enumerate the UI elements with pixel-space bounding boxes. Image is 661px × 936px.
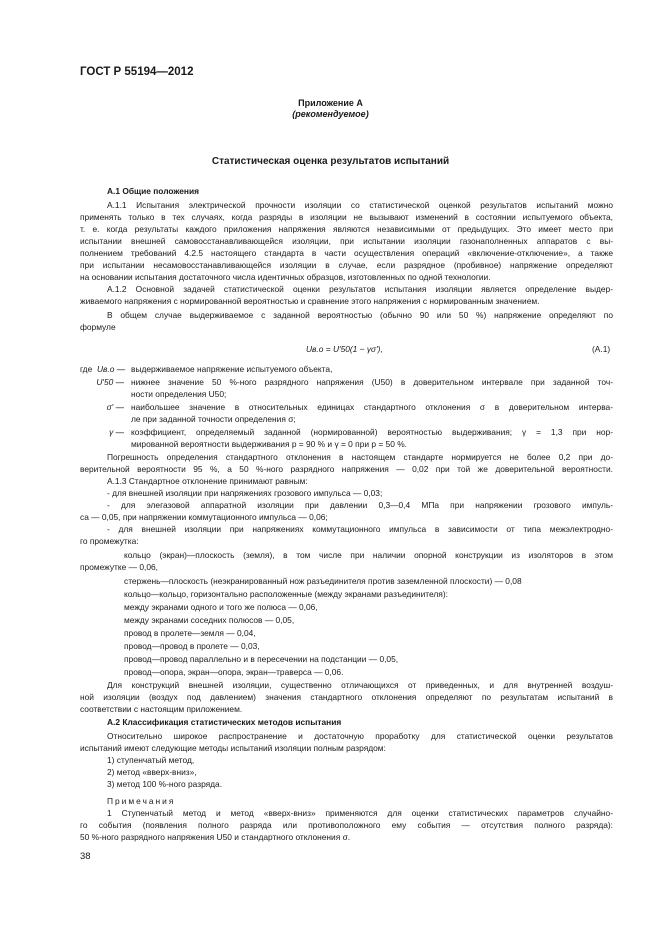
- section-a2-heading: А.2 Классификация статистических методов испытания: [107, 717, 342, 727]
- gap-item: кольцо—кольцо, горизонтально расположенные (между экранами разъединителя):: [124, 589, 448, 599]
- a2-intro-line: Относительно широкое распространение и достаточную проработку для статистической оценки результатов: [107, 731, 613, 741]
- gap-item: кольцо (экран)—плоскость (земля), в том числе при наличии опорной конструкции из изоляторов в этом: [124, 550, 613, 560]
- definition-text: мированной вероятности выдерживания p = 90 % и γ = 0 при p = 50 %.: [131, 439, 407, 449]
- symbol-label: γ —: [109, 427, 124, 437]
- method-item: 3) метод 100 %-ного разряда.: [107, 779, 223, 789]
- symbol-label: σ′ —: [106, 402, 124, 412]
- gap-item: между экранами одного и того же полюса — 0,06,: [124, 602, 318, 612]
- note-line: 50 %-ного разрядного напряжения U50 и стандартного отклонения σ.: [80, 832, 351, 842]
- gap-item: стержень—плоскость (неэкранированный нож разъединителя против заземленной плоскости) — 0,08: [124, 576, 522, 586]
- section-a1-heading: А.1 Общие положения: [107, 186, 200, 196]
- a13-item: - для внешней изоляции при напряжениях грозового импульса — 0,03;: [107, 488, 383, 498]
- a13-item: - для элегазовой аппаратной изоляции при давлении 0,3—0,4 МПа при напряжении грозового импуль-: [107, 500, 613, 510]
- symbol-label: Uв.о —: [97, 364, 126, 374]
- a2-intro-line: испытаний имеют следующие методы испытаний изоляции полным разрядом:: [80, 743, 386, 753]
- gap-item: промежутке — 0,06,: [80, 562, 158, 572]
- gap-item: провод—провод в пролете — 0,03,: [124, 641, 260, 651]
- symbol-label: U′50 —: [96, 377, 124, 387]
- method-item: 2) метод «вверх-вниз»,: [107, 767, 197, 777]
- annex-status: (рекомендуемое): [292, 109, 369, 119]
- a11-line: применять только в тех случаях, когда разряды в изоляции не вызывают изменений в состоянии испытуемого объекта,: [80, 212, 613, 222]
- note-line: 1 Ступенчатый метод и метод «вверх-вниз» применяются для оценки статистических параметров случайно-: [107, 808, 613, 818]
- a11-line: полнением требований 4.2.5 настоящего стандарта в части осуществления операций «включение-отключение», а также: [80, 248, 613, 258]
- a11-line: на основании испытания достаточного числа идентичных образцов, изготовленных по одной технологии.: [80, 272, 491, 282]
- definition-text: ле при заданной точности определения σ;: [131, 414, 296, 424]
- definition-text: выдерживаемое напряжение испытуемого объекта,: [131, 364, 333, 374]
- a13-item: - для внешней изоляции при напряжениях коммутационного импульса в зависимости от типа межэлектродно-: [107, 524, 613, 534]
- a12-line: А.1.2 Основной задачей статистической оценки результатов испытания изоляции является определение выдер-: [107, 284, 613, 294]
- definition-text: ности определения U50;: [131, 389, 227, 399]
- a13-item: го промежутка:: [80, 536, 139, 546]
- a11-line: при испытании несамовосстанавливающейся изоляции в случае, если разрядное (пробивное) напряжение определяют: [80, 260, 613, 270]
- a13-item: са — 0,05, при напряжении коммутационного импульса — 0,06;: [80, 512, 328, 522]
- a13-intro: А.1.3 Стандартное отклонение принимают равным:: [107, 476, 308, 486]
- formula-number: (А.1): [592, 344, 611, 354]
- accuracy-line: верительной вероятности 95 %, а 50 %-ного разрядного напряжения — 0,02 при той же доверительной вероятности.: [80, 464, 613, 474]
- closing-line: ной изоляции (воздух под давлением) значения стандартного отклонения определяют по результатам испытаний в: [80, 692, 613, 702]
- gap-item: провод в пролете—земля — 0,04,: [124, 628, 256, 638]
- method-item: 1) ступенчатый метод,: [107, 755, 195, 765]
- a12-line: живаемого напряжения с нормированной вероятностью и сравнение этого напряжения с нормированным значением.: [80, 296, 540, 306]
- definition-text: наибольшее значение в относительных единицах стандартного отклонения σ в доверительном интерва-: [131, 402, 613, 412]
- gap-item: провод—провод параллельно и в пересечении на подстанции — 0,05,: [124, 654, 399, 664]
- annex-title: Приложение А: [298, 98, 363, 108]
- document-id: ГОСТ Р 55194—2012: [80, 66, 194, 78]
- a11-line: А.1.1 Испытания электрической прочности изоляции со статистической оценкой результатов испытаний можно: [107, 200, 613, 210]
- page-number: 38: [80, 851, 91, 862]
- accuracy-line: Погрешность определения стандартного отклонения в настоящем стандарте нормируется не более 0,2 при до-: [107, 452, 613, 462]
- a11-line: испытании внешней самовосстанавливающейся изоляции, при испытании изоляции газонаполненных аппаратов с вы-: [80, 236, 613, 246]
- definition-text: коэффициент, определяемый заданной (нормированной) вероятностью выдерживания; γ = 1,3 при нор-: [131, 427, 613, 437]
- note-label: Примечания: [107, 796, 176, 806]
- a11-line: т. е. когда результаты каждого приложения напряжения являются независимыми от предыдущих. Это имеет место при: [80, 224, 613, 234]
- gap-item: между экранами соседних полюсов — 0,05,: [124, 615, 295, 625]
- general-line: В общем случае выдерживаемое с заданной вероятностью (обычно 90 или 50 %) напряжение определяют по: [107, 310, 613, 320]
- gap-item: провод—опора, экран—опора, экран—траверса — 0,06.: [124, 667, 344, 677]
- main-title: Статистическая оценка результатов испытаний: [211, 156, 450, 167]
- where-prefix: где: [80, 364, 93, 374]
- general-line: формуле: [80, 322, 116, 332]
- note-line: го события (появления полного разряда или противоположного ему события — отсутствия полного разряда):: [80, 820, 613, 830]
- closing-line: Для конструкций внешней изоляции, существенно отличающихся от приведенных, и для внутренней воздуш-: [107, 680, 613, 690]
- definition-text: нижнее значение 50 %-ного разрядного напряжения (U50) в доверительном интервале при заданной точ-: [131, 377, 613, 387]
- formula-a1: Uв.о = U′50(1 − γσ′),: [306, 344, 383, 354]
- closing-line: соответствии с настоящим приложением.: [80, 704, 243, 714]
